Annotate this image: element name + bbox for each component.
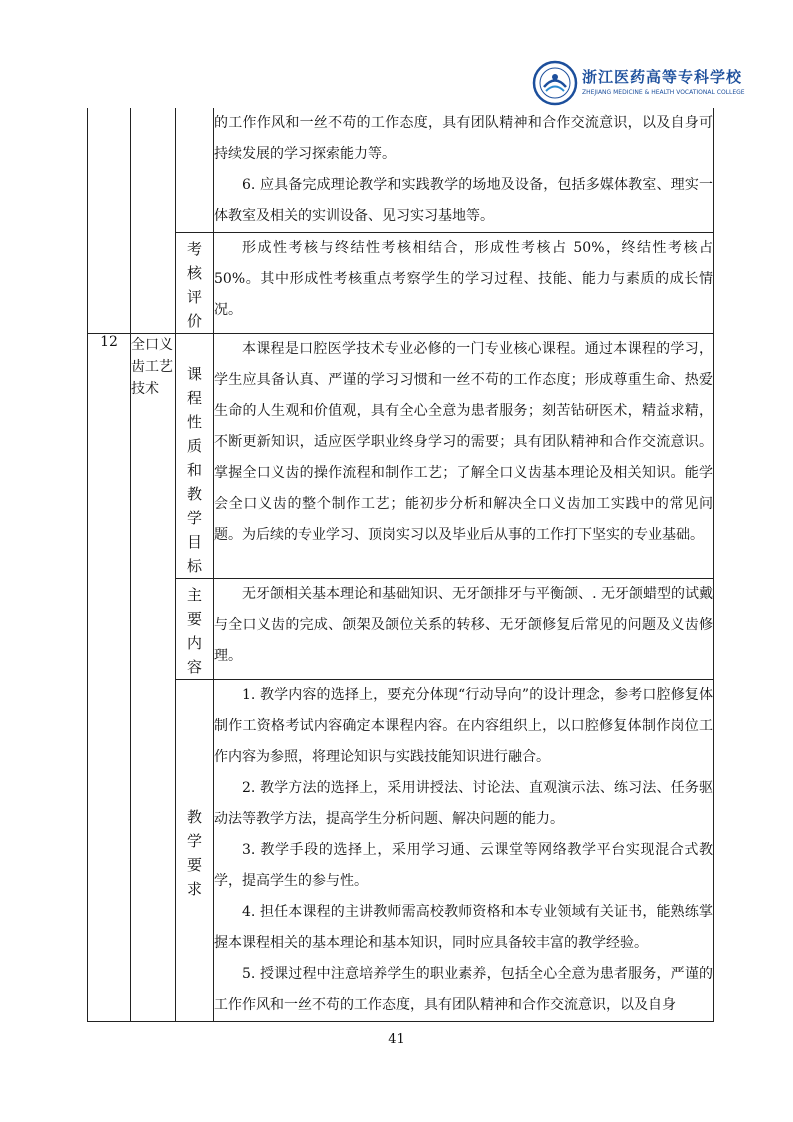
label-char: 容 <box>186 658 202 676</box>
requirement-label <box>176 680 214 1022</box>
label-char: 价 <box>186 312 202 330</box>
label-char: 目 <box>186 533 202 551</box>
paragraph: 2. 教学方法的选择上，采用讲授法、讨论法、直观演示法、练习法、任务驱动法等教学方法，提高学生分析问题、解决问题的能力。 <box>214 780 713 827</box>
assessment-cell <box>214 233 714 334</box>
college-name-en: ZHEJIANG MEDICINE & HEALTH VOCATIONAL COLLEGE <box>582 89 745 96</box>
table-row <box>88 579 714 680</box>
paragraph: 5. 授课过程中注意培养学生的职业素养，包括全心全意为患者服务，严谨的工作作风和一丝不苟的工作态度，具有团队精神和合作交流意识，以及自身 <box>214 966 713 1013</box>
paragraph: 6. 应具备完成理论教学和实践教学的场地及设备，包括多媒体教室、理实一体教室及相关的实训设备、见习实习基地等。 <box>214 177 713 224</box>
table-row <box>88 108 714 233</box>
paragraph: 本课程是口腔医学技术专业必修的一门专业核心课程。通过本课程的学习，学生应具备认真、严谨的学习习惯和一丝不苟的工作态度；形成尊重生命、热爱生命的人生观和价值观，具有全心全意为患者服务；刻苦钻研医术，精益求精，不断更新知识，适应医学职业终身学习的需要；具有团队精神和合作交流意识。掌握全口义齿的操作流程和制作工艺；了解全口义齿基本理论及相关知识。能学会全口义齿的整个制作工艺；能初步分析和解决全口义齿加工实践中的常见问题。为后续的专业学习、顶岗实习以及毕业后从事的工作打下坚实的专业基础。 <box>214 341 713 543</box>
paragraph: 无牙颌相关基本理论和基础知识、无牙颌排牙与平衡颌、. 无牙颌蜡型的试戴与全口义齿的完成、颌架及颌位关系的转移、无牙颌修复后常见的问题及义齿修理。 <box>214 586 713 664</box>
label-char: 要 <box>186 610 202 628</box>
label-char: 主 <box>186 586 202 604</box>
paragraph: 1. 教学内容的选择上，要充分体现“行动导向”的设计理念，参考口腔修复体制作工资格考试内容确定本课程内容。在内容组织上，以口腔修复体制作岗位工作内容为参照，将理论知识与实践技能知识进行融合。 <box>214 687 713 765</box>
content-cell <box>214 579 714 680</box>
table-row <box>88 233 714 334</box>
requirement-cell <box>214 680 714 1022</box>
label-char: 内 <box>186 634 202 652</box>
label-char: 标 <box>186 557 202 575</box>
no-cell <box>88 108 131 334</box>
table-row <box>88 680 714 1022</box>
nature-cell <box>214 334 714 579</box>
label-char: 程 <box>186 389 202 407</box>
name-cell <box>131 108 176 334</box>
label-char: 考 <box>186 240 202 258</box>
paragraph: 的工作作风和一丝不苟的工作态度，具有团队精神和合作交流意识，以及自身可持续发展的学习探索能力等。 <box>214 115 713 162</box>
assessment-label <box>176 233 214 334</box>
paragraph: 3. 教学手段的选择上，采用学习通、云课堂等网络教学平台实现混合式教学，提高学生的参与性。 <box>214 842 713 889</box>
college-emblem-icon <box>532 60 578 106</box>
course-number: 12 <box>88 334 131 1022</box>
course-name: 全口义齿工艺技术 <box>131 334 176 1022</box>
college-name-cn: 浙江医药高等专科学校 <box>582 68 743 86</box>
label-char: 学 <box>186 509 202 527</box>
label-char: 教 <box>186 807 202 826</box>
label-char: 核 <box>186 264 202 282</box>
label-char: 课 <box>186 365 202 383</box>
curriculum-table <box>87 108 714 1022</box>
paragraph: 4. 担任本课程的主讲教师需高校教师资格和本专业领域有关证书，能熟练掌握本课程相关的基本理论和基本知识，同时应具备较丰富的教学经验。 <box>214 904 713 951</box>
nature-label <box>176 334 214 579</box>
table-row <box>88 334 714 579</box>
requirement-continuation-cell <box>214 108 714 233</box>
label-char: 要 <box>186 855 202 874</box>
label-char: 评 <box>186 288 202 306</box>
label-char: 求 <box>186 879 202 898</box>
label-char: 质 <box>186 437 202 455</box>
label-char: 学 <box>186 831 202 850</box>
paragraph: 形成性考核与终结性考核相结合，形成性考核占 50%，终结性考核占 50%。其中形成性考核重点考察学生的学习过程、技能、能力与素质的成长情况。 <box>214 240 713 318</box>
page-number: 41 <box>388 1032 405 1047</box>
content-label <box>176 579 214 680</box>
label-char: 性 <box>186 413 202 431</box>
college-logo <box>532 60 752 106</box>
label-cell <box>176 108 214 233</box>
label-char: 和 <box>186 461 202 479</box>
label-char: 教 <box>186 485 202 503</box>
